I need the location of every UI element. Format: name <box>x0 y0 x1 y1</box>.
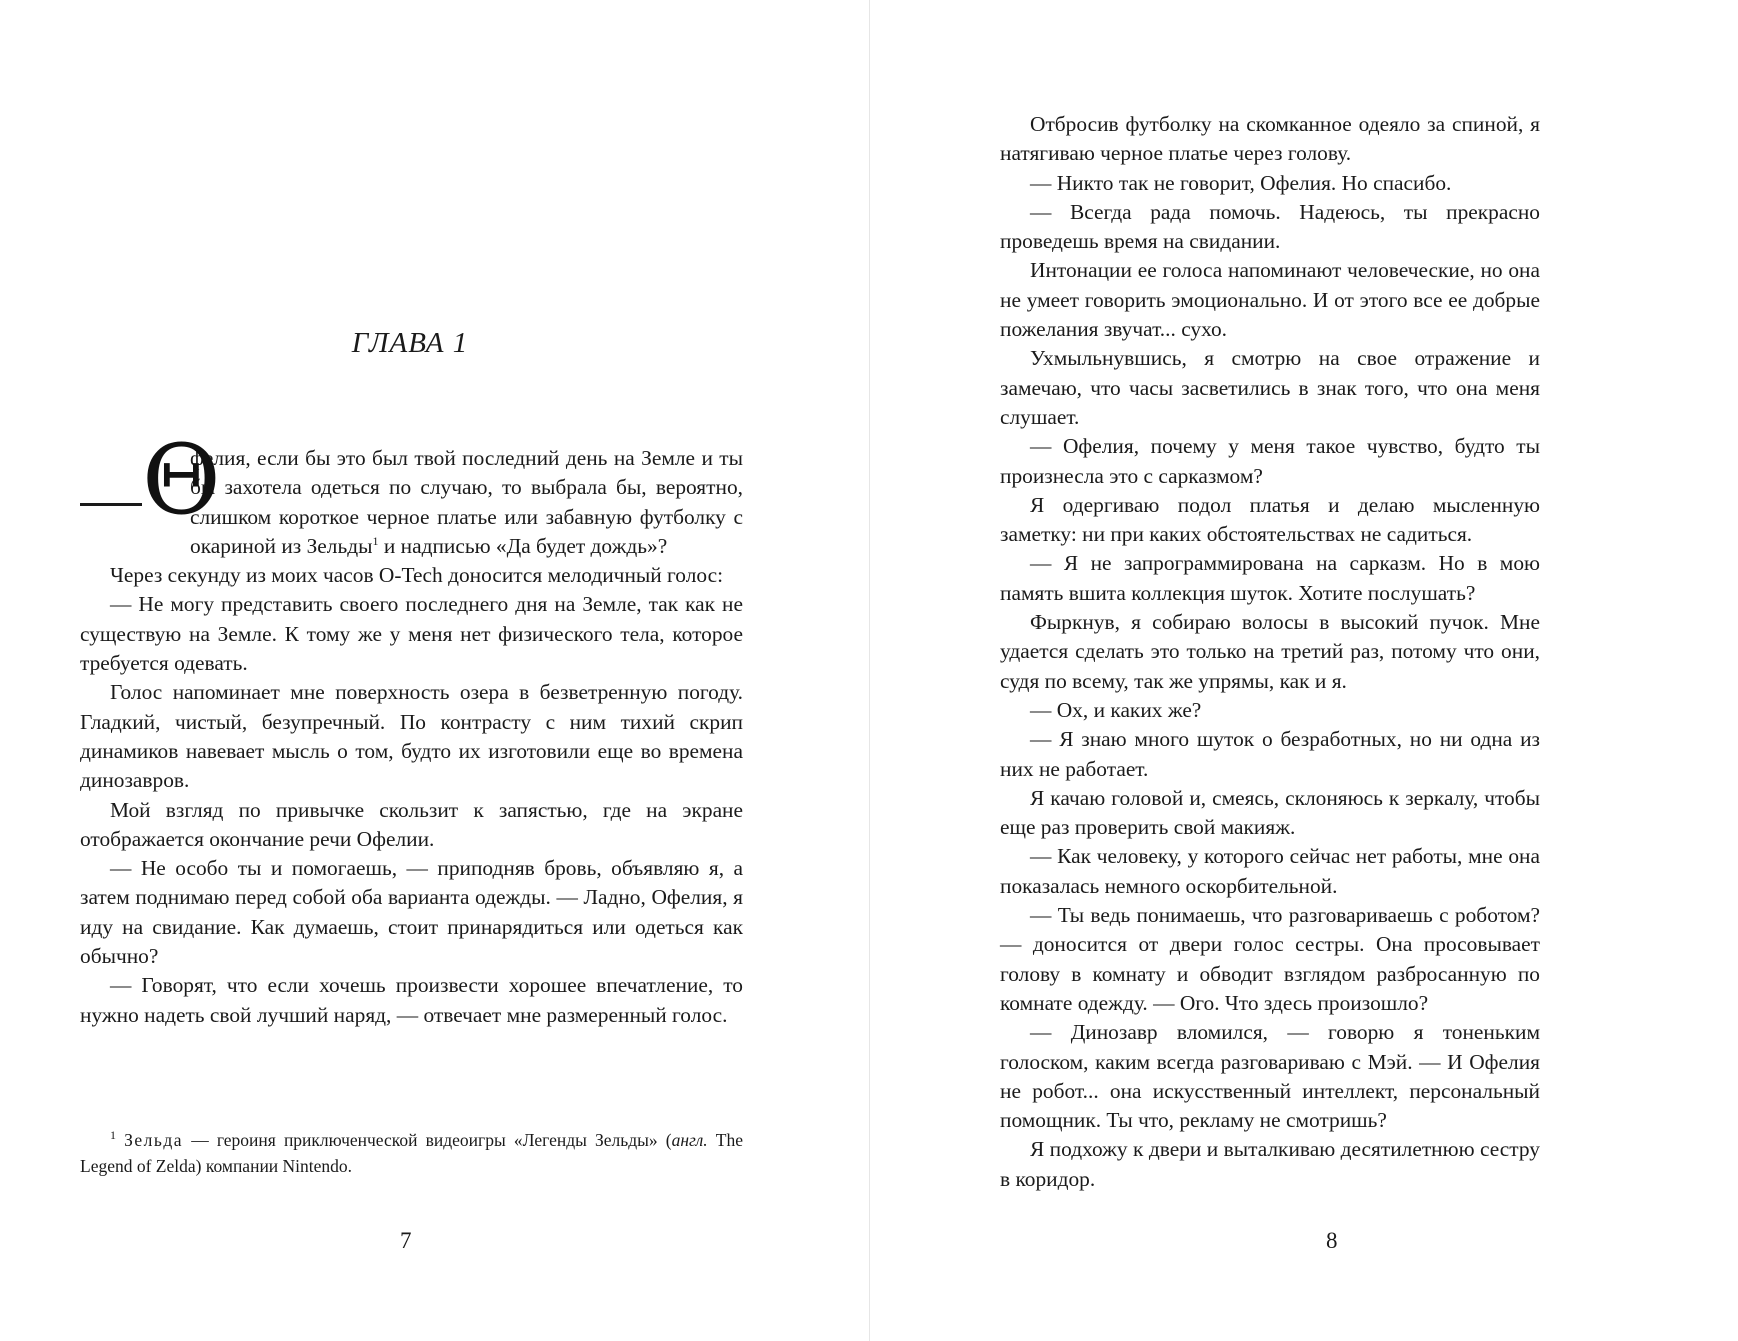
paragraph: Через секунду из моих часов O-Tech доносится мелодичный голос: <box>110 563 724 588</box>
footnote-language: англ. <box>671 1130 708 1150</box>
right-page <box>870 0 1738 1341</box>
paragraph: — Как человеку, у которого сейчас нет работы, мне она показалась немного оскорбительной. <box>1000 844 1540 898</box>
chapter-title: ГЛАВА 1 <box>351 327 469 359</box>
paragraph: Я качаю головой и, смеясь, склоняюсь к зеркалу, чтобы еще раз проверить свой макияж. <box>1000 785 1540 840</box>
footnote <box>80 1127 743 1179</box>
footnote-text-end: The Legend of Zelda) компании Nintendo. <box>80 1130 743 1176</box>
paragraph: Ухмыльнувшись, я смотрю на свое отражение и замечаю, что часы засветились в знак того, что она меня слушает. <box>1000 346 1540 429</box>
paragraph: Фыркнув, я собираю волосы в высокий пучок. Мне удается сделать это только на третий раз, потому что они, судя по всему, так же упрямы, как и я. <box>1000 610 1540 693</box>
opening-text: фелия, если бы это был твой последний день на Земле и ты бы захотела одеться по случаю, то выбрала бы, вероятно, слишком короткое черное платье или забавную футболку с окариной из Зельды <box>190 446 743 558</box>
footnote-term: Зельда <box>124 1130 184 1150</box>
paragraph: Мой взгляд по привычке скользит к запястью, где на экране отображается окончание речи Офелии. <box>80 797 743 851</box>
page-number-right: 8 <box>1326 1228 1338 1253</box>
paragraph: — Динозавр вломился, — говорю я тоненьким голоском, каким всегда разговариваю с Мэй. — И Офелия не робот... она искусственный интеллект, персональный помощник. Ты что, рекламу не смотришь? <box>1000 1020 1540 1133</box>
footnote-reference[interactable]: 1 <box>372 533 379 548</box>
paragraph: — Не особо ты и помогаешь, — приподняв бровь, объявляю я, а затем поднимаю перед собой оба варианта одежды. — Ладно, Офелия, я иду на свидание. Как думаешь, стоит принарядиться или одеться как обычно? <box>80 856 743 969</box>
paragraph: — Говорят, что если хочешь произвести хорошее впечатление, то нужно надеть свой лучший наряд, — отвечает мне размеренный голос. <box>80 973 743 1027</box>
paragraph: — Офелия, почему у меня такое чувство, будто ты произнесла это с сарказмом? <box>1000 434 1540 488</box>
paragraph: Я одергиваю подол платья и делаю мысленную заметку: ни при каких обстоятельствах не садиться. <box>1000 492 1540 547</box>
paragraph: Голос напоминает мне поверхность озера в безветренную погоду. Гладкий, чистый, безупречный. По контрасту с ним тихий скрип динамиков навевает мысль о том, будто их изготовили еще во времена динозавров. <box>80 680 743 793</box>
paragraph: Отбросив футболку на скомканное одеяло за спиной, я натягиваю черное платье через голову. <box>1000 112 1540 166</box>
paragraph: — Я знаю много шуток о безработных, но ни одна из них не работает. <box>1000 727 1540 781</box>
drop-cap <box>80 424 221 536</box>
paragraph: — Ох, и каких же? <box>1030 697 1202 722</box>
paragraph: Интонации ее голоса напоминают человеческие, но она не умеет говорить эмоционально. И от этого все ее добрые пожелания звучат... сухо. <box>1000 258 1540 342</box>
footnote-mark: 1 <box>110 1128 116 1143</box>
drop-cap-rule <box>80 503 142 506</box>
paragraph: — Ты ведь понимаешь, что разговариваешь с роботом? — доносится от двери голос сестры. Она просовывает голову в комнату и обводит взглядом разбросанную по комнате одежду. — Ого. Что здесь произошло? <box>1000 903 1540 1015</box>
paragraph: — Никто так не говорит, Офелия. Но спасибо. <box>1030 170 1452 195</box>
left-page-text <box>80 424 743 1030</box>
paragraph: — Не могу представить своего последнего дня на Земле, так как не существую на Земле. К тому же у меня нет физического тела, которое требуется одевать. <box>80 592 743 676</box>
page-number-left: 7 <box>400 1228 412 1253</box>
right-page-text <box>1000 110 1540 1194</box>
drop-cap-letter: Θ <box>142 424 221 536</box>
paragraph: Я подхожу к двери и выталкиваю десятилетнюю сестру в коридор. <box>1000 1137 1540 1191</box>
opening-text-end: и надписью «Да будет дождь»? <box>378 533 668 558</box>
paragraph: — Я не запрограммирована на сарказм. Но в мою память вшита коллекция шуток. Хотите послушать? <box>1000 551 1540 605</box>
opening-paragraph <box>80 424 743 561</box>
footnote-text: — героиня приключенческой видеоигры «Легенды Зельды» ( <box>183 1130 672 1150</box>
paragraph: — Всегда рада помочь. Надеюсь, ты прекрасно проведешь время на свидании. <box>1000 199 1540 254</box>
